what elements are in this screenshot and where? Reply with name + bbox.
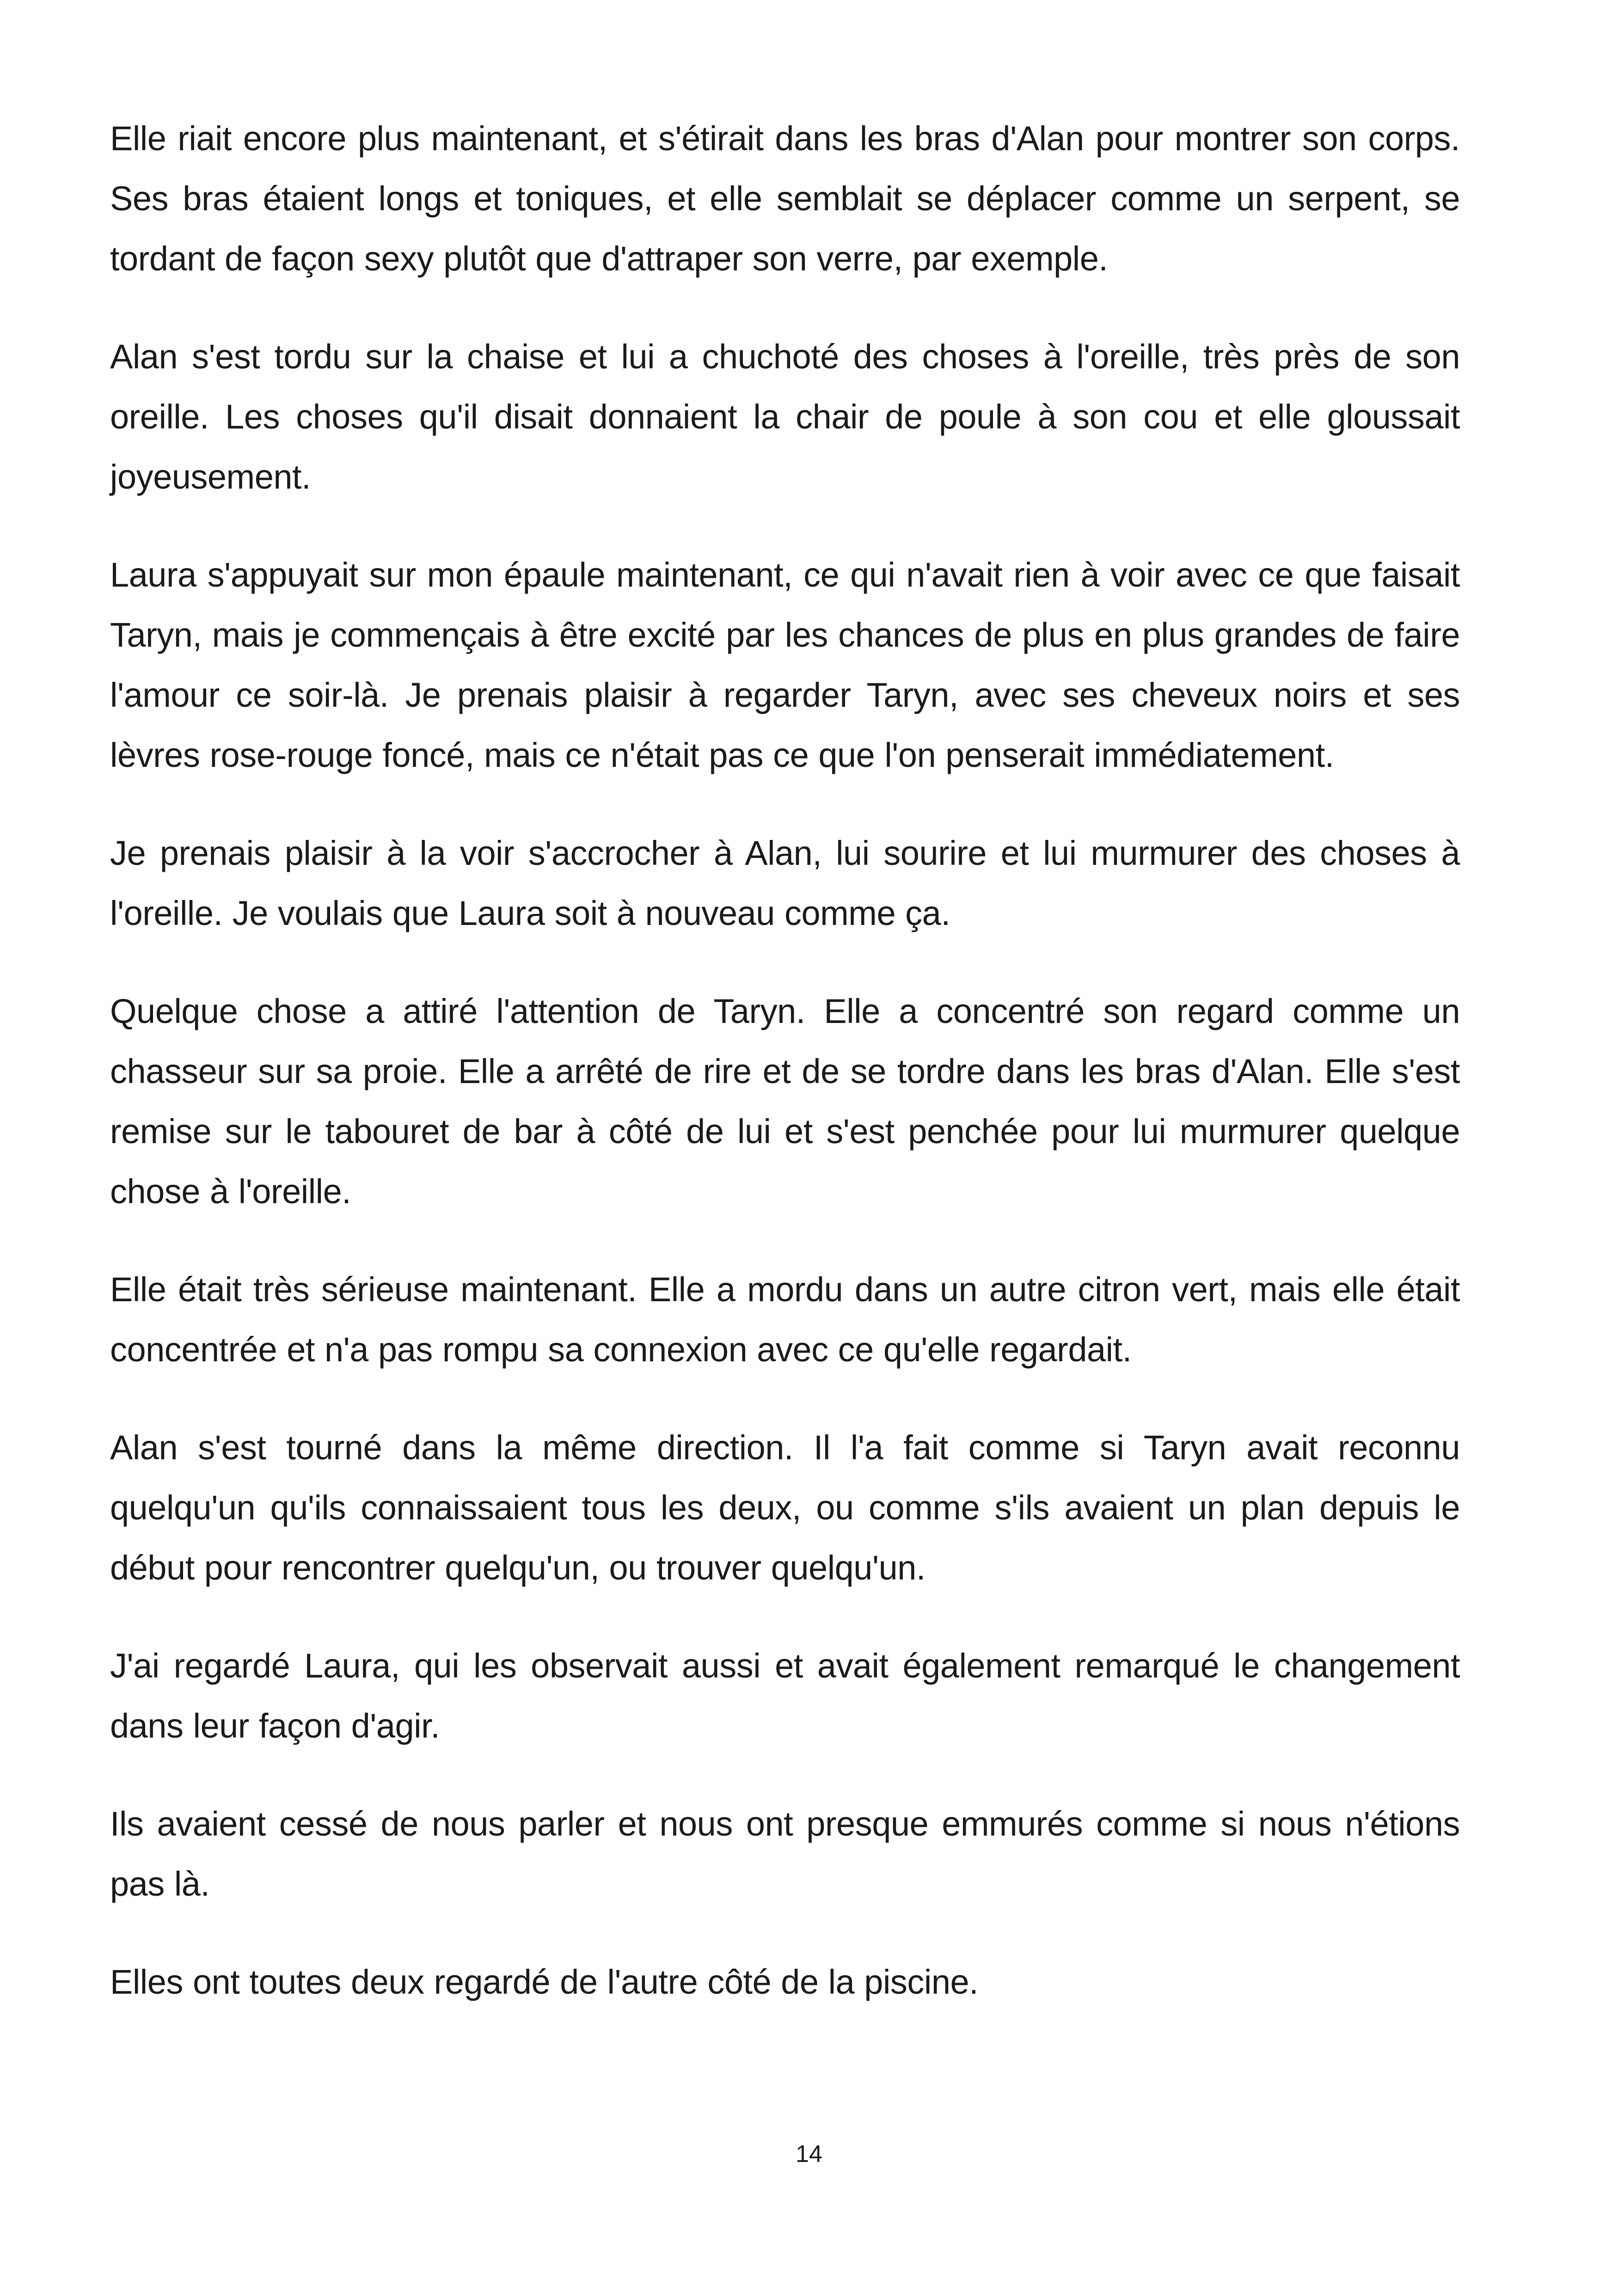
page-number: 14: [796, 2141, 822, 2167]
paragraph-6: Elle était très sérieuse maintenant. Elle a mordu dans un autre citron vert, mais elle était concentrée et n'a pas rompu sa connexion avec ce qu'elle regardait.: [110, 1270, 1460, 1369]
paragraph-8: J'ai regardé Laura, qui les observait aussi et avait également remarqué le changement dans leur façon d'agir.: [110, 1647, 1460, 1745]
paragraph-10: Elles ont toutes deux regardé de l'autre côté de la piscine.: [110, 1963, 979, 2001]
paragraph-1: Elle riait encore plus maintenant, et s'étirait dans les bras d'Alan pour montrer son corps. Ses bras étaient longs et toniques, et elle semblait se déplacer comme un serpent, se tordant de façon sexy plutôt que d'attraper son verre, par exemple.: [110, 119, 1460, 278]
paragraph-7: Alan s'est tourné dans la même direction. Il l'a fait comme si Taryn avait reconnu quelqu'un qu'ils connaissaient tous les deux, ou comme s'ils avaient un plan depuis le début pour rencontrer quelqu'un, ou trouver quelqu'un.: [110, 1428, 1460, 1587]
paragraph-9: Ils avaient cessé de nous parler et nous ont presque emmurés comme si nous n'étions pas là.: [110, 1805, 1460, 1903]
paragraph-5: Quelque chose a attiré l'attention de Taryn. Elle a concentré son regard comme un chasseur sur sa proie. Elle a arrêté de rire et de se tordre dans les bras d'Alan. Elle s'est remise sur le tabouret de bar à côté de lui et s'est penchée pour lui murmurer quelque chose à l'oreille.: [110, 992, 1460, 1211]
paragraph-3: Laura s'appuyait sur mon épaule maintenant, ce qui n'avait rien à voir avec ce que faisait Taryn, mais je commençais à être excité par les chances de plus en plus grandes de faire l'amour ce soir-là. Je prenais plaisir à regarder Taryn, avec ses cheveux noirs et ses lèvres rose-rouge foncé, mais ce n'était pas ce que l'on penserait immédiatement.: [110, 556, 1460, 774]
paragraph-2: Alan s'est tordu sur la chaise et lui a chuchoté des choses à l'oreille, très près de son oreille. Les choses qu'il disait donnaient la chair de poule à son cou et elle gloussait joyeusement.: [110, 337, 1460, 496]
text-column: [110, 109, 1460, 2050]
paragraph-4: Je prenais plaisir à la voir s'accrocher à Alan, lui sourire et lui murmurer des choses à l'oreille. Je voulais que Laura soit à nouveau comme ça.: [110, 834, 1460, 932]
